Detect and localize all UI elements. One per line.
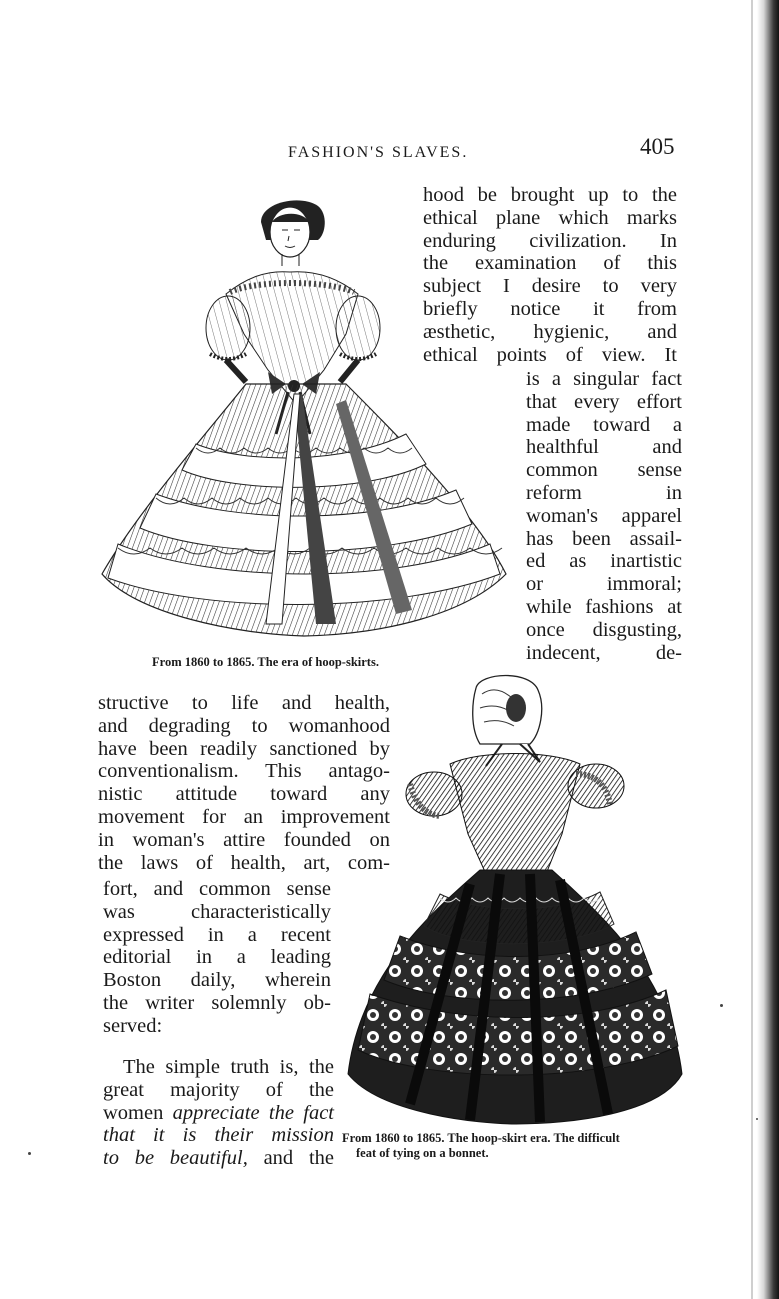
print-speck xyxy=(720,1004,723,1007)
caption-line: From 1860 to 1865. The hoop-skirt era. The difficult xyxy=(342,1131,620,1145)
text-line: enduring civilization. In xyxy=(423,229,677,252)
text-line: woman's apparel xyxy=(526,504,682,527)
page-edge-shadow xyxy=(757,0,779,1299)
paragraph-1-narrow xyxy=(526,368,682,664)
text-line: or immoral; xyxy=(526,573,682,596)
text-line: movement for an improvement xyxy=(98,805,390,828)
text-line: fort, and common sense xyxy=(103,878,331,900)
text-line: is a singular fact xyxy=(526,368,682,390)
text-line: the laws of health, art, com- xyxy=(98,851,390,874)
print-speck xyxy=(28,1152,31,1155)
text-line: ed as inartistic xyxy=(526,550,682,573)
running-head: FASHION'S SLAVES. xyxy=(288,144,469,161)
text-line: expressed in a recent xyxy=(103,923,331,946)
text-line: while fashions at xyxy=(526,595,682,618)
text-line: have been readily sanctioned by xyxy=(98,737,390,760)
text-line: once disgusting, xyxy=(526,618,682,641)
plain-text: women xyxy=(103,1101,173,1124)
text-line: reform in xyxy=(526,481,682,504)
text-line: and degrading to womanhood xyxy=(98,714,390,737)
text-line: Boston daily, wherein xyxy=(103,969,331,992)
paragraph-2-wide xyxy=(98,692,390,874)
text-line: ethical plane which marks xyxy=(423,206,677,229)
text-line: structive to life and health, xyxy=(98,692,390,714)
text-line: hood be brought up to the xyxy=(423,184,677,206)
figure-1-caption: From 1860 to 1865. The era of hoop-skirts. xyxy=(152,655,379,669)
text-line: conventionalism. This antago- xyxy=(98,760,390,783)
text-line-mixed xyxy=(103,1102,334,1125)
italic-text: appreciate the fact xyxy=(172,1101,334,1124)
text-line: editorial in a leading xyxy=(103,946,331,969)
text-line: that it is their mission xyxy=(103,1124,334,1147)
italic-text: to be beautiful, xyxy=(103,1147,248,1170)
text-line: ethical points of view. It xyxy=(423,343,677,366)
paragraph-2-narrow xyxy=(103,878,331,1038)
text-line: æsthetic, hygienic, and xyxy=(423,320,677,343)
text-line: in woman's attire founded on xyxy=(98,828,390,851)
text-line: served: xyxy=(103,1014,163,1037)
text-line: was characteristically xyxy=(103,900,331,923)
paragraph-1-wide xyxy=(423,184,677,366)
caption-line: feat of tying on a bonnet. xyxy=(356,1146,489,1160)
text-line: great majority of the xyxy=(103,1078,334,1101)
text-line: the examination of this xyxy=(423,252,677,275)
text-line: briefly notice it from xyxy=(423,297,677,320)
text-line: made toward a xyxy=(526,413,682,436)
paragraph-3-quote xyxy=(103,1056,334,1170)
text-line-mixed xyxy=(103,1147,334,1170)
print-speck xyxy=(756,1118,758,1120)
text-line: nistic attitude toward any xyxy=(98,783,390,806)
page-gutter-line xyxy=(751,0,753,1299)
text-line: that every effort xyxy=(526,390,682,413)
text-line: subject I desire to very xyxy=(423,275,677,298)
text-line: has been assail- xyxy=(526,527,682,550)
text-line: the writer solemnly ob- xyxy=(103,991,331,1014)
plain-text: and the xyxy=(247,1147,334,1170)
text-line: indecent, de- xyxy=(526,641,682,664)
text-line: common sense xyxy=(526,459,682,482)
hoop-skirt-back-bonnet-illustration xyxy=(340,674,688,1126)
text-line: The simple truth is, the xyxy=(123,1056,334,1078)
text-line: healthful and xyxy=(526,436,682,459)
figure-2-caption xyxy=(342,1131,620,1161)
page-number: 405 xyxy=(640,134,675,159)
